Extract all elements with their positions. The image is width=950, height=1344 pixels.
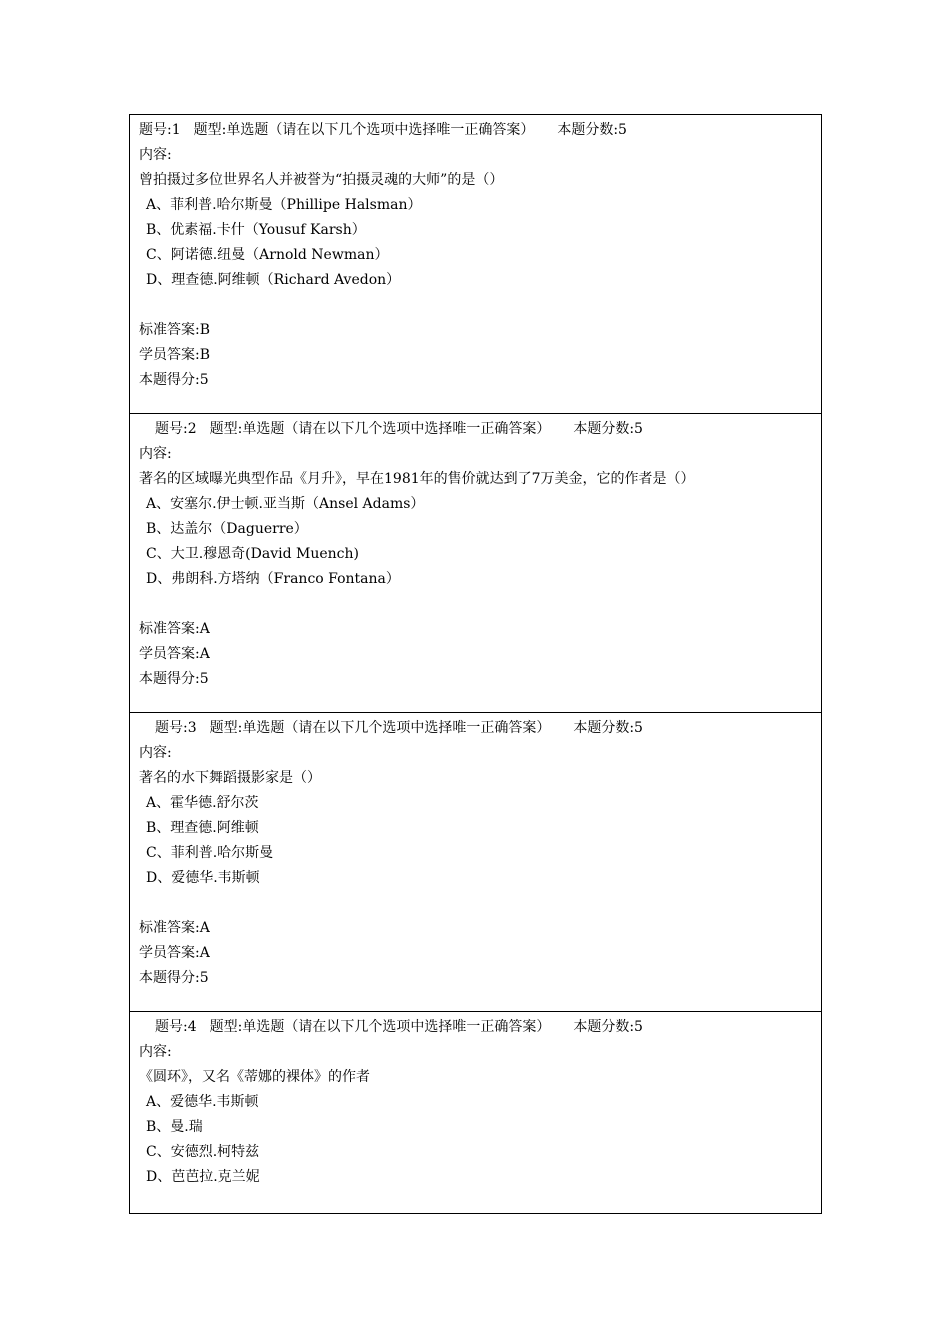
question-header <box>139 1017 813 1042</box>
content-label: 内容: <box>139 147 172 163</box>
question-points: 本题分数:5 <box>573 720 643 736</box>
question-points: 本题分数:5 <box>557 122 627 138</box>
option-c: C、安德烈.柯特兹 <box>146 1144 260 1160</box>
question-stem: 著名的水下舞蹈摄影家是（） <box>139 770 321 786</box>
question-block-3 <box>130 713 821 1012</box>
option-a: A、爱德华.韦斯顿 <box>146 1094 259 1110</box>
question-block-4 <box>130 1012 821 1214</box>
option-a: A、霍华德.舒尔茨 <box>146 795 259 811</box>
standard-answer: 标准答案:A <box>139 621 210 637</box>
question-number: 题号:3 <box>155 720 197 736</box>
student-answer: 学员答案:A <box>139 945 210 961</box>
question-score: 本题得分:5 <box>139 372 209 388</box>
option-d: D、芭芭拉.克兰妮 <box>146 1169 260 1185</box>
option-c: C、菲利普.哈尔斯曼 <box>146 845 274 861</box>
option-d: D、爱德华.韦斯顿 <box>146 870 260 886</box>
exam-sheet <box>129 114 822 1214</box>
content-label: 内容: <box>139 1044 172 1060</box>
option-b: B、曼.瑞 <box>146 1119 203 1135</box>
question-number: 题号:2 <box>155 421 197 437</box>
question-block-2 <box>130 414 821 713</box>
option-a: A、菲利普.哈尔斯曼（Phillipe Halsman） <box>146 197 422 213</box>
student-answer: 学员答案:B <box>139 347 211 363</box>
question-type: 题型:单选题（请在以下几个选项中选择唯一正确答案） <box>209 421 551 437</box>
question-number: 题号:1 <box>139 122 181 138</box>
question-stem: 《圆环》，又名《蒂娜的裸体》的作者 <box>139 1069 370 1085</box>
question-points: 本题分数:5 <box>573 421 643 437</box>
spacer <box>139 893 813 918</box>
question-header <box>139 718 813 743</box>
option-b: B、达盖尔（Daguerre） <box>146 521 308 537</box>
spacer <box>139 594 813 619</box>
question-score: 本题得分:5 <box>139 671 209 687</box>
question-type: 题型:单选题（请在以下几个选项中选择唯一正确答案） <box>209 720 551 736</box>
question-type: 题型:单选题（请在以下几个选项中选择唯一正确答案） <box>209 1019 551 1035</box>
question-header <box>139 120 813 145</box>
option-b: B、优素福.卡什（Yousuf Karsh） <box>146 222 366 238</box>
standard-answer: 标准答案:A <box>139 920 210 936</box>
option-a: A、安塞尔.伊士顿.亚当斯（Ansel Adams） <box>146 496 425 512</box>
question-stem: 著名的区域曝光典型作品《月升》，早在1981年的售价就达到了7万美金，它的作者是（） <box>139 471 695 487</box>
content-label: 内容: <box>139 446 172 462</box>
option-c: C、阿诺德.纽曼（Arnold Newman） <box>146 247 389 263</box>
question-score: 本题得分:5 <box>139 970 209 986</box>
content-label: 内容: <box>139 745 172 761</box>
question-number: 题号:4 <box>155 1019 197 1035</box>
option-d: D、理查德.阿维顿（Richard Avedon） <box>146 272 401 288</box>
question-block-1 <box>130 115 821 414</box>
option-d: D、弗朗科.方塔纳（Franco Fontana） <box>146 571 400 587</box>
student-answer: 学员答案:A <box>139 646 210 662</box>
option-c: C、大卫.穆恩奇(David Muench) <box>146 546 359 562</box>
question-points: 本题分数:5 <box>573 1019 643 1035</box>
spacer <box>139 295 813 320</box>
standard-answer: 标准答案:B <box>139 322 211 338</box>
option-b: B、理查德.阿维顿 <box>146 820 259 836</box>
question-header <box>139 419 813 444</box>
question-stem: 曾拍摄过多位世界名人并被誉为“拍摄灵魂的大师”的是（） <box>139 172 504 188</box>
question-type: 题型:单选题（请在以下几个选项中选择唯一正确答案） <box>193 122 535 138</box>
